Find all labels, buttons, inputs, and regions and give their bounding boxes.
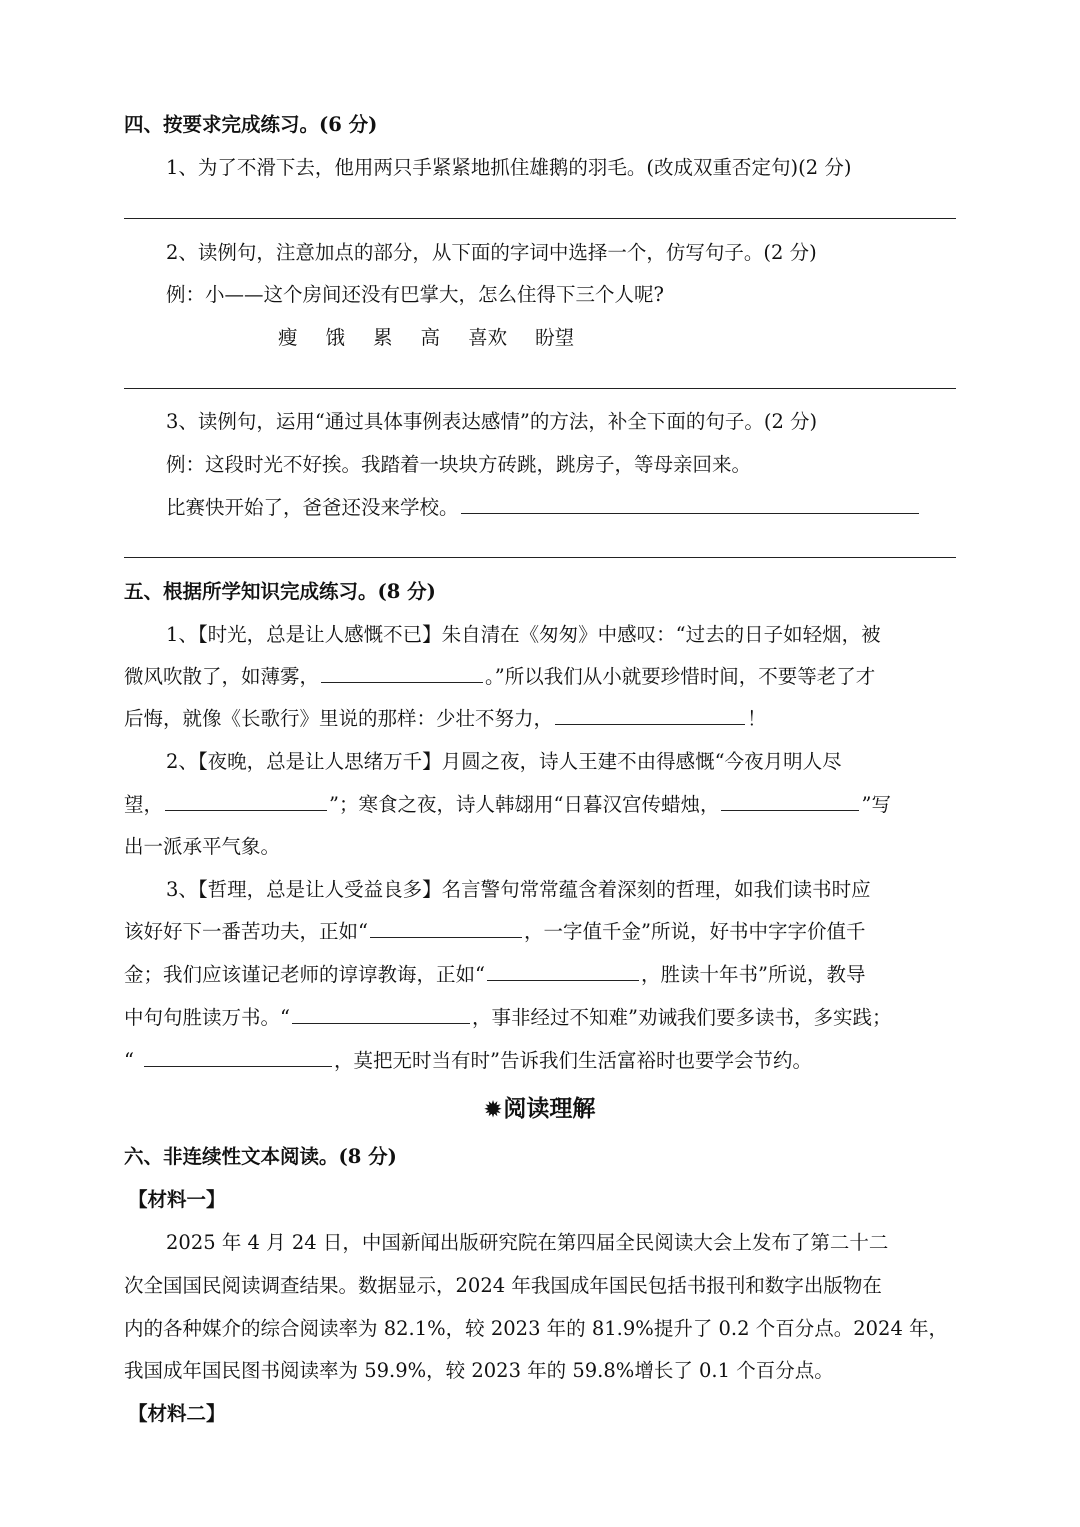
word-choice: 饿 [325,326,346,349]
text-segment: 微风吹散了，如薄雾， [124,665,320,688]
section4-q2: 2、读例句，注意加点的部分，从下面的字词中选择一个，仿写句子。(2 分) [166,241,817,264]
answer-blank[interactable] [292,1003,470,1024]
text-segment: ，事非经过不知难”劝诫我们要多读书，多实践； [471,1006,892,1029]
material1-line3: 内的各种媒介的综合阅读率为 82.1%，较 2023 年的 81.9%提升了 0.2 个百分点。2024 年， [124,1317,949,1340]
section5-q3-line1: 3、【哲理，总是让人受益良多】名言警句常常蕴含着深刻的哲理，如我们读书时应 [166,878,871,901]
reading-header-text: 阅读理解 [503,1095,596,1122]
text-segment: ，莫把无时当有时”告诉我们生活富裕时也要学会节约。 [333,1049,812,1072]
section5-q2-line1: 2、【夜晚，总是让人思绪万千】月圆之夜，诗人王建不由得感慨“今夜月明人尽 [166,750,842,773]
section4-q3: 3、读例句，运用“通过具体事例表达感情”的方法，补全下面的句子。(2 分) [166,410,818,433]
text-segment: 后悔，就像《长歌行》里说的那样：少壮不努力， [124,707,554,730]
section4-q3-example: 例：这段时光不好挨。我踏着一块块方砖跳，跳房子，等母亲回来。 [166,453,752,476]
material1-label: 【材料一】 [128,1188,226,1211]
text-segment: “ [124,1049,134,1072]
material1-line1: 2025 年 4 月 24 日，中国新闻出版研究院在第四届全民阅读大会上发布了第二十二 [166,1231,889,1254]
section5-q1-line2 [124,660,956,694]
section5-q1-line1: 1、【时光，总是让人感慨不已】朱自清在《匆匆》中感叹：“过去的日子如轻烟，被 [166,623,881,646]
section5-q2-line3: 出一派承平气象。 [124,835,281,858]
text-segment: ！ [747,707,767,730]
answer-line-q2[interactable] [124,388,956,389]
text-segment: 望， [124,793,164,816]
word-choice: 盼望 [535,326,575,349]
section5-title: 五、根据所学知识完成练习。(8 分) [124,580,436,603]
answer-blank-q3[interactable] [461,493,919,514]
section5-q3-line3 [124,958,956,992]
text-segment: 金；我们应该谨记老师的谆谆教诲，正如“ [124,963,485,986]
answer-blank[interactable] [321,662,483,683]
text-segment: 中句句胜读万书。“ [124,1006,290,1029]
answer-blank[interactable] [370,917,522,938]
text-segment: ，一字值千金”所说，好书中字字价值千 [523,920,866,943]
answer-line-q1[interactable] [124,218,956,219]
section5-q1-line3 [124,702,956,736]
section4-q2-example: 例：小——这个房间还没有巴掌大，怎么住得下三个人呢? [166,283,664,306]
word-choices [278,321,678,355]
word-choice: 瘦 [278,326,298,349]
section4-title: 四、按要求完成练习。(6 分) [124,113,378,136]
answer-blank[interactable] [555,704,745,725]
word-choice: 喜欢 [468,326,508,349]
text-segment: ”；寒食之夜，诗人韩翃用“日暮汉宫传蜡烛， [329,793,720,816]
material1-line2: 次全国国民阅读调查结果。数据显示，2024 年我国成年国民包括书报刊和数字出版物在 [124,1274,882,1297]
answer-blank[interactable] [487,960,639,981]
section5-q3-line5 [124,1044,956,1078]
section6-title: 六、非连续性文本阅读。(8 分) [124,1145,397,1168]
section4-q3-prompt: 比赛快开始了，爸爸还没来学校。 [166,496,459,519]
word-choice: 累 [373,326,393,349]
text-segment: 。”所以我们从小就要珍惜时间，不要等老了才 [485,665,876,688]
reading-header [0,1092,1080,1126]
section5-q3-line2 [124,915,956,949]
text-segment: 该好好下一番苦功夫，正如“ [124,920,368,943]
section4-q3-prompt-row [166,491,956,525]
sun-star-icon: ✹ [484,1097,502,1121]
answer-line-q3[interactable] [124,557,956,558]
section5-q2-line2 [124,788,956,822]
answer-blank[interactable] [165,790,327,811]
material2-label: 【材料二】 [128,1402,226,1425]
text-segment: ，胜读十年书”所说，教导 [640,963,866,986]
section4-q1: 1、为了不滑下去，他用两只手紧紧地抓住雄鹅的羽毛。(改成双重否定句)(2 分) [166,156,852,179]
material1-line4: 我国成年国民图书阅读率为 59.9%，较 2023 年的 59.8%增长了 0.1 个百分点。 [124,1359,834,1382]
section5-q3-line4 [124,1001,956,1035]
word-choice: 高 [420,326,441,349]
answer-blank[interactable] [721,790,859,811]
answer-blank[interactable] [144,1046,332,1067]
text-segment: ”写 [861,793,891,816]
